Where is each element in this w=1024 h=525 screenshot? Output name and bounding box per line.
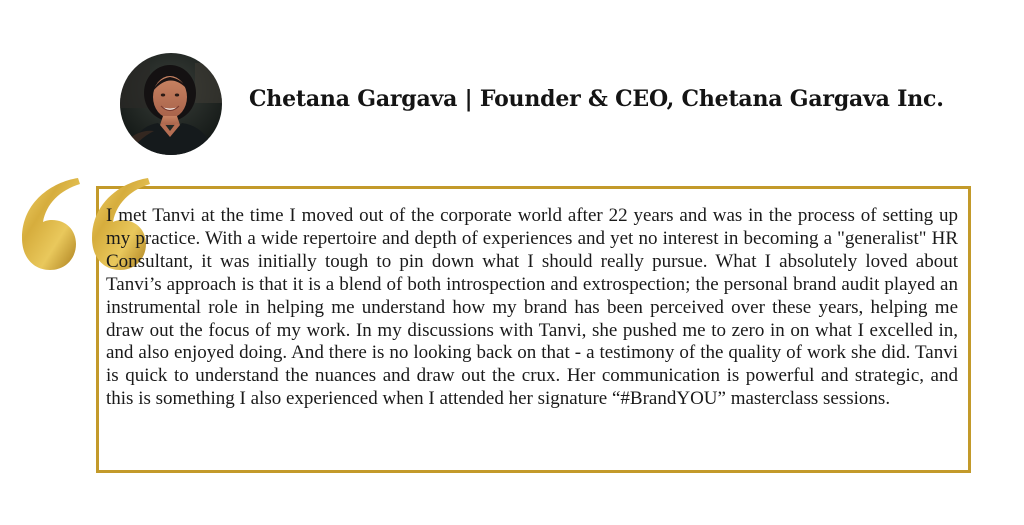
- author-avatar: [120, 53, 222, 155]
- author-photo-icon: [120, 53, 222, 155]
- author-name-heading: Chetana Gargava | Founder & CEO, Chetana Gargava Inc.: [249, 86, 944, 112]
- testimonial-quote-text: I met Tanvi at the time I moved out of the corporate world after 22 years and was in the process of setting up my practice. With a wide repertoire and depth of experiences and yet no interest in becoming a "generalist" HR Consultant, it was initially tough to pin down what I should really pursue. What I absolutely loved about Tanvi’s approach is that it is a blend of both introspection and extrospection; the personal brand audit played an instrumental role in helping me understand how my brand has been perceived over these years, helping me draw out the focus of my work. In my discussions with Tanvi, she pushed me to zero in on what I excelled in, and also enjoyed doing. And there is no looking back on that - a testimony of the quality of work she did. Tanvi is quick to understand the nuances and draw out the crux. Her communication is powerful and strategic, and this is something I also experienced when I attended her signature “#BrandYOU” masterclass sessions.: [106, 205, 958, 410]
